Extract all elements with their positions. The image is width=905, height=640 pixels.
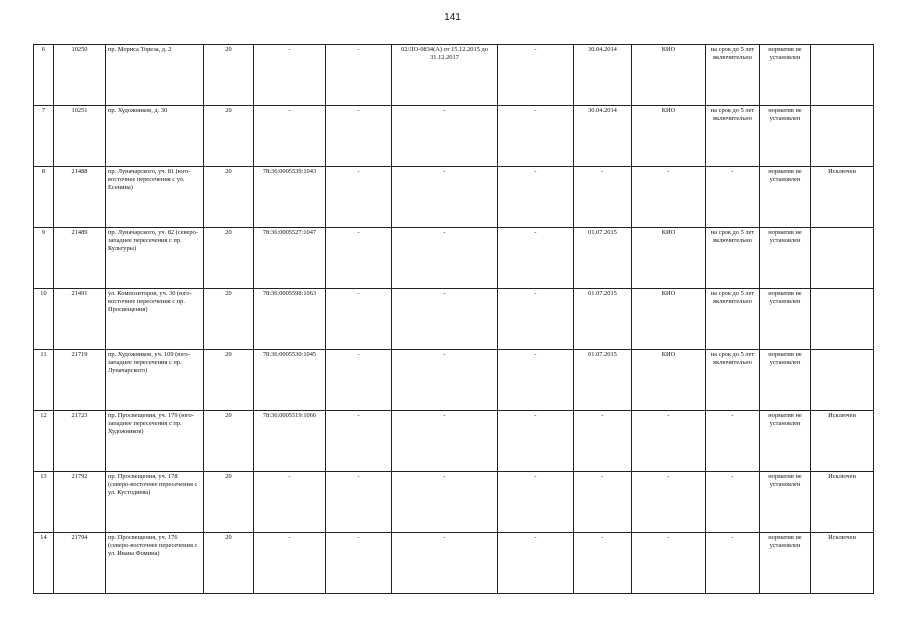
object-code-cell: 21794 (54, 533, 106, 594)
term-cell: на срок до 5 лет включительно (706, 350, 760, 411)
term-cell: - (706, 411, 760, 472)
table-row (34, 45, 874, 106)
table-row (34, 167, 874, 228)
address-cell: ул. Композиторов, уч. 30 (юго-восточнее пересечения с пр. Просвещения) (106, 289, 204, 350)
date-cell: 30.04.2014 (574, 45, 632, 106)
document-cell: - (392, 228, 498, 289)
column-6-cell: - (326, 106, 392, 167)
register-table (33, 44, 874, 594)
organization-cell: - (632, 533, 706, 594)
organization-cell: - (632, 472, 706, 533)
note-cell (811, 228, 874, 289)
table-row (34, 228, 874, 289)
column-8-cell: - (498, 472, 574, 533)
column-8-cell: - (498, 167, 574, 228)
norm-cell: норматив не установлен (760, 289, 811, 350)
cadastral-number-cell: 78:36:0005530:1045 (254, 350, 326, 411)
date-cell: 01.07.2015 (574, 350, 632, 411)
document-cell: - (392, 289, 498, 350)
column-6-cell: - (326, 289, 392, 350)
organization-cell: - (632, 411, 706, 472)
note-cell: Исключен (811, 167, 874, 228)
row-number-cell: 7 (34, 106, 54, 167)
organization-cell: КИО (632, 45, 706, 106)
term-cell: - (706, 167, 760, 228)
table-row (34, 289, 874, 350)
date-cell: 01.07.2015 (574, 228, 632, 289)
column-6-cell: - (326, 472, 392, 533)
document-cell: - (392, 533, 498, 594)
document-cell: - (392, 411, 498, 472)
zone-cell: 20 (204, 45, 254, 106)
date-cell: 01.07.2015 (574, 289, 632, 350)
norm-cell: норматив не установлен (760, 106, 811, 167)
note-cell: Исключен (811, 533, 874, 594)
address-cell: пр. Луначарского, уч. 81 (юго-восточнее пересечения с ул. Есенина) (106, 167, 204, 228)
cadastral-number-cell: - (254, 106, 326, 167)
date-cell: - (574, 167, 632, 228)
table-row (34, 533, 874, 594)
date-cell: - (574, 411, 632, 472)
norm-cell: норматив не установлен (760, 350, 811, 411)
norm-cell: норматив не установлен (760, 472, 811, 533)
note-cell: Исключен (811, 472, 874, 533)
date-cell: - (574, 472, 632, 533)
zone-cell: 20 (204, 472, 254, 533)
cadastral-number-cell: - (254, 472, 326, 533)
note-cell (811, 289, 874, 350)
row-number-cell: 13 (34, 472, 54, 533)
norm-cell: норматив не установлен (760, 228, 811, 289)
object-code-cell: 10251 (54, 106, 106, 167)
row-number-cell: 9 (34, 228, 54, 289)
organization-cell: - (632, 167, 706, 228)
norm-cell: норматив не установлен (760, 411, 811, 472)
zone-cell: 20 (204, 411, 254, 472)
column-8-cell: - (498, 350, 574, 411)
note-cell (811, 106, 874, 167)
note-cell: Исключен (811, 411, 874, 472)
column-8-cell: - (498, 45, 574, 106)
column-6-cell: - (326, 167, 392, 228)
row-number-cell: 11 (34, 350, 54, 411)
column-8-cell: - (498, 533, 574, 594)
organization-cell: КИО (632, 289, 706, 350)
column-6-cell: - (326, 533, 392, 594)
object-code-cell: 21491 (54, 289, 106, 350)
table-row (34, 350, 874, 411)
object-code-cell: 21488 (54, 167, 106, 228)
column-6-cell: - (326, 350, 392, 411)
cadastral-number-cell: - (254, 45, 326, 106)
object-code-cell: 21792 (54, 472, 106, 533)
column-6-cell: - (326, 411, 392, 472)
organization-cell: КИО (632, 106, 706, 167)
table-body (34, 45, 874, 594)
term-cell: - (706, 472, 760, 533)
zone-cell: 20 (204, 228, 254, 289)
column-8-cell: - (498, 411, 574, 472)
object-code-cell: 21489 (54, 228, 106, 289)
document-cell: - (392, 472, 498, 533)
note-cell (811, 45, 874, 106)
note-cell (811, 350, 874, 411)
document-cell: - (392, 106, 498, 167)
address-cell: пр. Просвещения, уч. 179 (юго-западнее пересечения с пр. Художников) (106, 411, 204, 472)
object-code-cell: 21723 (54, 411, 106, 472)
table-row (34, 411, 874, 472)
column-6-cell: - (326, 45, 392, 106)
date-cell: 30.04.2014 (574, 106, 632, 167)
norm-cell: норматив не установлен (760, 45, 811, 106)
address-cell: пр. Мориса Тореза, д. 2 (106, 45, 204, 106)
document-cell: - (392, 350, 498, 411)
page-number: 141 (444, 12, 461, 23)
column-8-cell: - (498, 106, 574, 167)
cadastral-number-cell: 78:36:0005519:1066 (254, 411, 326, 472)
zone-cell: 20 (204, 167, 254, 228)
table-row (34, 106, 874, 167)
term-cell: - (706, 533, 760, 594)
address-cell: пр. Художников, уч. 109 (юго-западнее пересечения с пр. Луначарского) (106, 350, 204, 411)
zone-cell: 20 (204, 350, 254, 411)
row-number-cell: 10 (34, 289, 54, 350)
address-cell: пр. Художников, д. 30 (106, 106, 204, 167)
norm-cell: норматив не установлен (760, 533, 811, 594)
term-cell: на срок до 5 лет включительно (706, 45, 760, 106)
cadastral-number-cell: 78:36:0005539:1043 (254, 167, 326, 228)
organization-cell: КИО (632, 350, 706, 411)
norm-cell: норматив не установлен (760, 167, 811, 228)
zone-cell: 20 (204, 106, 254, 167)
cadastral-number-cell: - (254, 533, 326, 594)
cadastral-number-cell: 78:36:0005598:1063 (254, 289, 326, 350)
row-number-cell: 12 (34, 411, 54, 472)
table-row (34, 472, 874, 533)
term-cell: на срок до 5 лет включительно (706, 289, 760, 350)
address-cell: пр. Просвещения, уч. 176 (северо-восточнее пересечения с ул. Ивана Фомина) (106, 533, 204, 594)
object-code-cell: 21719 (54, 350, 106, 411)
zone-cell: 20 (204, 289, 254, 350)
row-number-cell: 8 (34, 167, 54, 228)
zone-cell: 20 (204, 533, 254, 594)
document-cell: - (392, 167, 498, 228)
organization-cell: КИО (632, 228, 706, 289)
row-number-cell: 14 (34, 533, 54, 594)
column-8-cell: - (498, 228, 574, 289)
document-cell: 02/ЛО-0834(А) от 15.12.2015 до 31.12.2017 (392, 45, 498, 106)
date-cell: - (574, 533, 632, 594)
term-cell: на срок до 5 лет включительно (706, 228, 760, 289)
address-cell: пр. Просвещения, уч. 178 (северо-восточнее пересечения с ул. Кустодиева) (106, 472, 204, 533)
column-6-cell: - (326, 228, 392, 289)
term-cell: на срок до 5 лет включительно (706, 106, 760, 167)
column-8-cell: - (498, 289, 574, 350)
row-number-cell: 6 (34, 45, 54, 106)
cadastral-number-cell: 78:36:0005527:1047 (254, 228, 326, 289)
address-cell: пр. Луначарского, уч. 82 (северо-западнее пересечения с пр. Культуры) (106, 228, 204, 289)
object-code-cell: 10250 (54, 45, 106, 106)
